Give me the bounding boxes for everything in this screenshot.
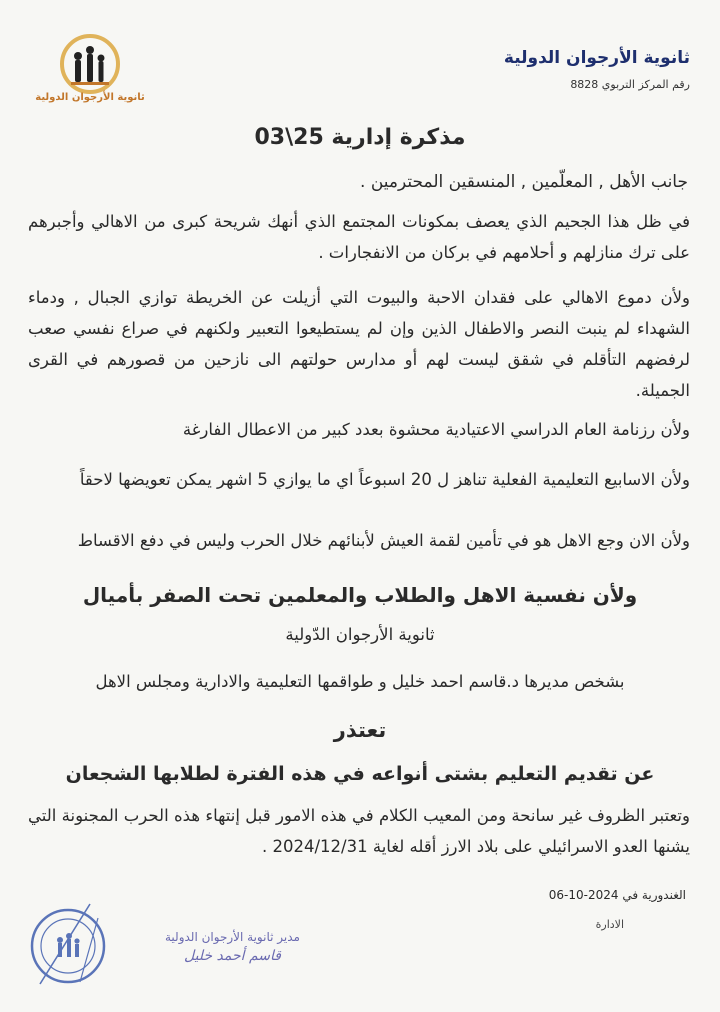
apology-heading: تعتذر (333, 718, 387, 742)
closing-paragraph: وتعتبر الظروف غير سانحة ومن المعيب الكلام في هذه الامور قبل إنتهاء هذه الحرب المجنونة التي يشنها العدو الاسرائيلي على بلاد الارز أقله لغاية 2024/12/31 . (28, 806, 690, 856)
date-line: الغندورية في 2024-10-06 (548, 888, 686, 902)
administration-label: الادارة (595, 918, 624, 931)
signature (145, 930, 320, 988)
paragraph-5: ولأن الان وجع الاهل هو في تأمين لقمة العيش لأبنائهم خلال الحرب وليس في دفع الاقساط (77, 531, 690, 550)
memo-title: مذكرة إدارية 25\03 (254, 125, 466, 150)
salutation: جانب الأهل , المعلّمين , المنسقين المحترمين . (360, 172, 688, 192)
school-name: ثانوية الأرجوان الدولية (503, 48, 690, 68)
paragraph-2: ولأن دموع الاهالي على فقدان الاحبة والبيوت التي أزيلت عن الخريطة توازي الجبال , ودماء الشهداء لم ينبت النصر والاطفال الذين وإن لم يستطيعوا التعبير ولكنهم في صراع نفسي صعب لرفضهم التأقلم في شقق ليست لهم أو مدارس حولتهم الى نازحين من قصورهم في القرى الجميلة. (28, 288, 690, 400)
suspension-statement: عن تقديم التعليم بشتى أنواعه في هذه الفترة لطلابها الشجعان (65, 763, 655, 785)
school-stamp (20, 898, 120, 988)
center-number: رقم المركز التربوي 8828 (570, 78, 690, 91)
paragraph-3: ولأن رزنامة العام الدراسي الاعتيادية محشوة بعدد كبير من الاعطال الفارغة (182, 420, 690, 439)
paragraph-1: في ظل هذا الجحيم الذي يعصف بمكونات المجتمع الذي أنهك شريحة كبرى من الاهالي وأجبرهم على ترك منازلهم و أحلامهم في بركان من الانفجارات . (28, 212, 690, 262)
bold-statement: ولأن نفسية الاهل والطلاب والمعلمين تحت الصفر بأميال (82, 583, 638, 607)
signature-title: مدير ثانوية الأرجوان الدولية (165, 930, 300, 944)
paragraph-4: ولأن الاسابيع التعليمية الفعلية تناهز ل 20 اسبوعاً اي ما يوازي 5 اشهر يمكن تعويضها لاحقاً (79, 470, 690, 489)
director-line: بشخص مديرها د.قاسم احمد خليل و طواقمها التعليمية والادارية ومجلس الاهل (95, 672, 625, 691)
school-name-body: ثانوية الأرجوان الدّولية (285, 625, 435, 644)
logo-caption: ثانوية الأرجوان الدولية (35, 92, 145, 103)
signature-name: قاسم أحمد خليل (183, 948, 281, 964)
